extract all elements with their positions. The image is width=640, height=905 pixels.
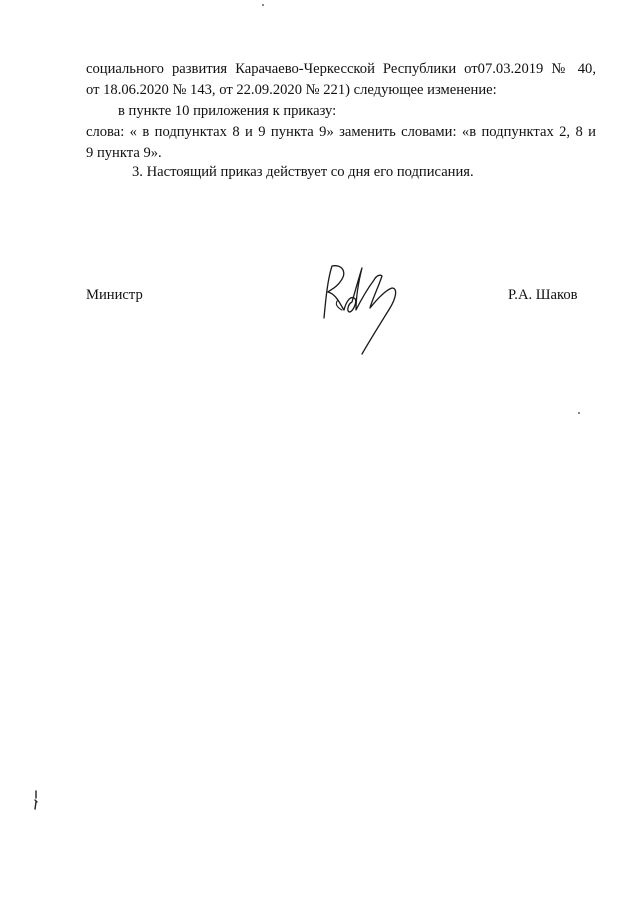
text-line-3: в пункте 10 приложения к приказу: — [118, 103, 337, 119]
signatory-name: Р.А. Шаков — [508, 287, 578, 303]
margin-mark — [33, 790, 39, 810]
text-line-4: слова: « в подпунктах 8 и 9 пункта 9» заменить словами: «в подпунктах 2, 8 и — [86, 124, 596, 140]
scan-speck — [578, 412, 580, 414]
scan-speck — [262, 4, 264, 6]
clause-3: 3. Настоящий приказ действует со дня его подписания. — [132, 164, 474, 180]
handwritten-signature — [318, 258, 418, 358]
text-line-5: 9 пункта 9». — [86, 145, 162, 161]
text-line-2: от 18.06.2020 № 143, от 22.09.2020 № 221) следующее изменение: — [86, 82, 497, 98]
text-line-1: социального развития Карачаево-Черкесской Республики от07.03.2019 № 40, — [86, 61, 596, 77]
signatory-title: Министр — [86, 287, 143, 303]
